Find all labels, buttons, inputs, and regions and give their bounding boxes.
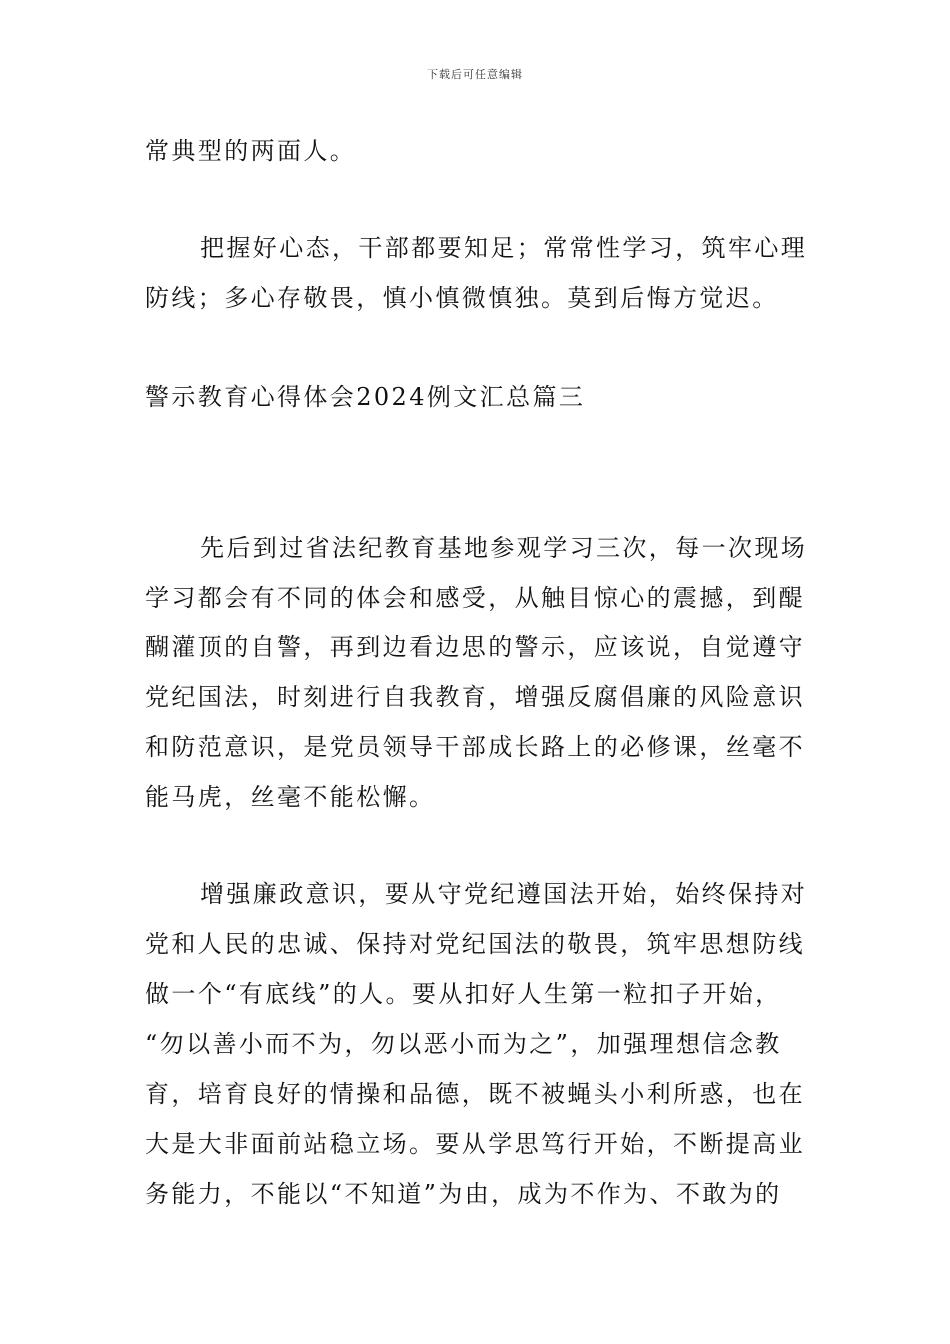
paragraph-2-line-5: 育，培育良好的情操和品德，既不被蝇头小利所惑，也在 <box>145 1080 805 1108</box>
paragraph-1-line-3: 醐灌顶的自警，再到边看边思的警示，应该说，自觉遵守 <box>145 633 805 661</box>
paragraph-1-line-6: 能马虎，丝毫不能松懈。 <box>145 783 436 811</box>
paragraph-2-line-2: 党和人民的忠诚、保持对党纪国法的敬畏，筑牢思想防线 <box>145 930 805 958</box>
paragraph-2-line-1: 增强廉政意识，要从守党纪遵国法开始，始终保持对 <box>200 880 808 908</box>
paragraph-2-line-6: 大是大非面前站稳立场。要从学思笃行开始，不断提高业 <box>145 1130 805 1158</box>
paragraph-1-line-4: 党纪国法，时刻进行自我教育，增强反腐倡廉的风险意识 <box>145 683 805 711</box>
paragraph-1-line-2: 学习都会有不同的体会和感受，从触目惊心的震撼，到醍 <box>145 584 805 612</box>
verse-line-2: 防线；多心存敬畏，慎小慎微慎独。莫到后悔方觉迟。 <box>145 284 779 312</box>
verse-line-1: 把握好心态，干部都要知足；常常性学习，筑牢心理 <box>200 234 808 262</box>
paragraph-1-line-5: 和防范意识，是党员领导干部成长路上的必修课，丝毫不 <box>145 733 805 761</box>
paragraph-2-line-4: “勿以善小而不为，勿以恶小而为之”，加强理想信念教 <box>145 1030 782 1058</box>
paragraph-continued: 常典型的两面人。 <box>145 137 357 165</box>
page-header-note: 下载后可任意编辑 <box>427 68 523 81</box>
paragraph-2-line-3: 做一个“有底线”的人。要从扣好人生第一粒扣子开始， <box>145 980 782 1008</box>
paragraph-2-line-7: 务能力，不能以“不知道”为由，成为不作为、不敢为的 <box>145 1180 782 1208</box>
paragraph-1-line-1: 先后到过省法纪教育基地参观学习三次，每一次现场 <box>200 534 808 562</box>
section-heading: 警示教育心得体会2024例文汇总篇三 <box>145 383 586 411</box>
